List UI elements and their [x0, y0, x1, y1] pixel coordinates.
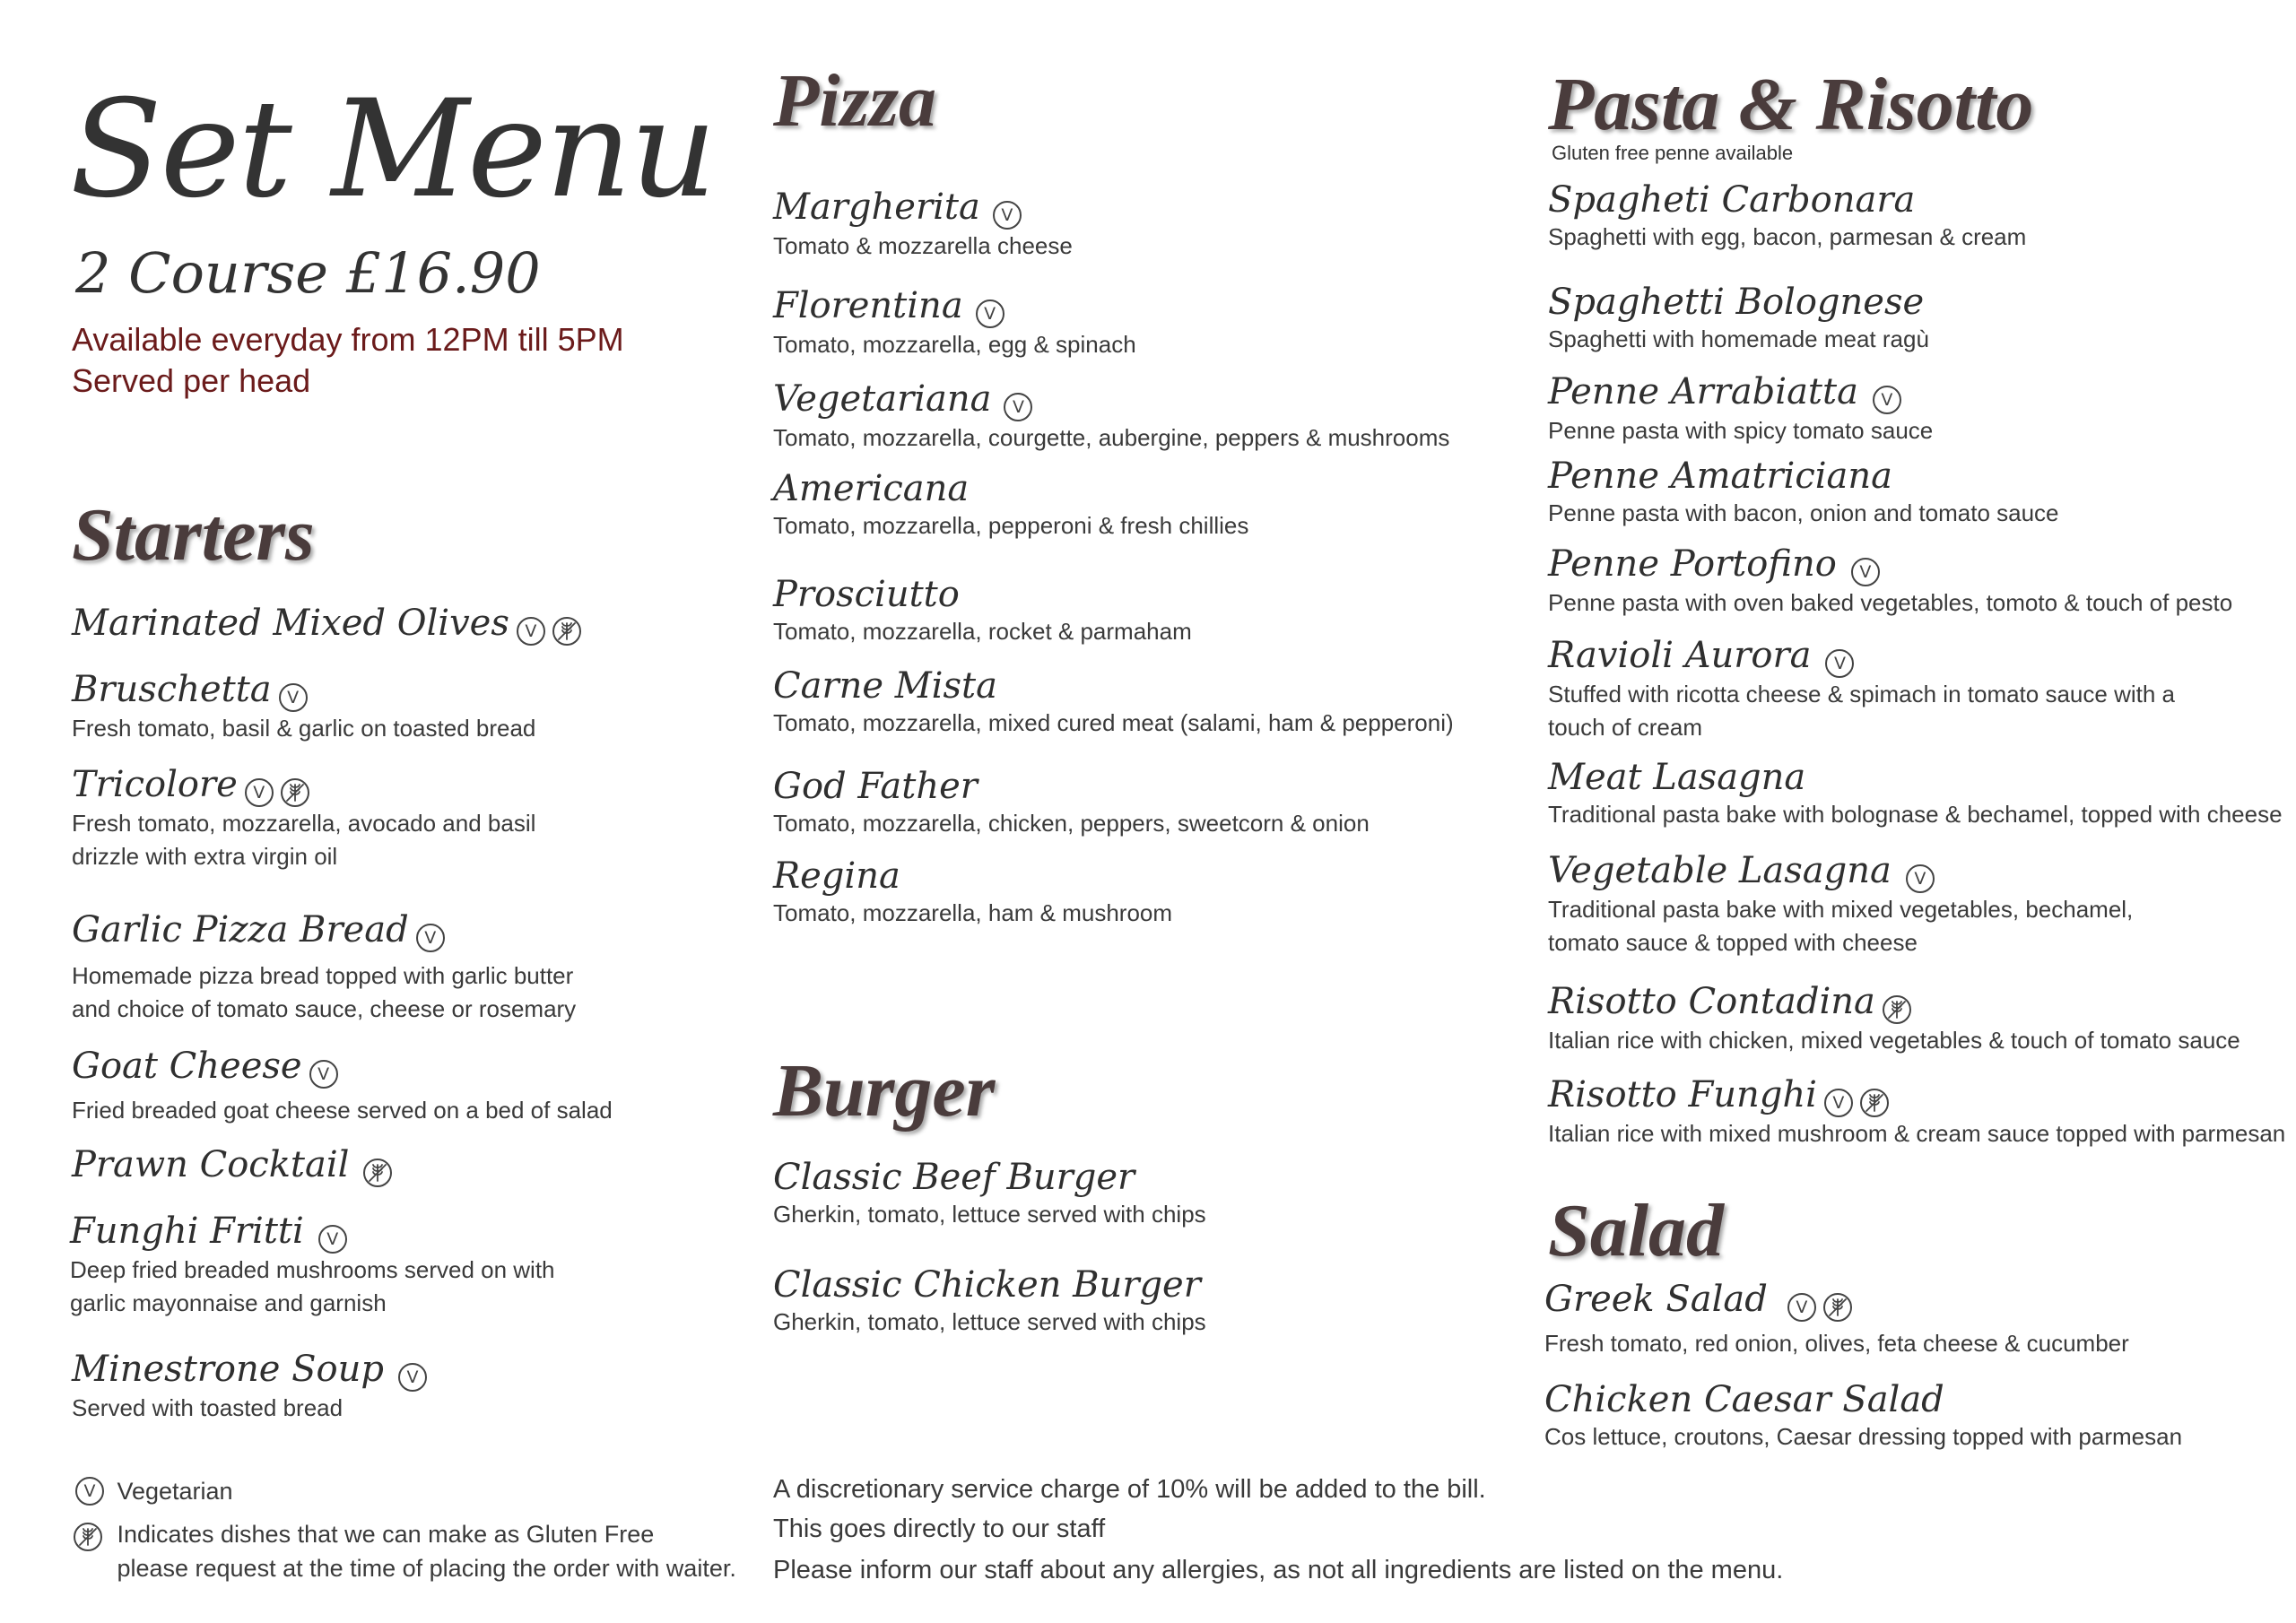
pasta-heading: Pasta & Risotto	[1548, 63, 2034, 146]
item-name: Penne Portofino	[1548, 543, 1837, 585]
menu-item-meat-lasagna	[1548, 757, 2283, 831]
vegetarian-icon: V	[976, 299, 1004, 328]
item-description: Gherkin, tomato, lettuce served with chips	[773, 1201, 1206, 1228]
item-description-line2: garlic mayonnaise and garnish	[70, 1289, 387, 1316]
vegetarian-icon: V	[309, 1060, 338, 1089]
service-charge-note: A discretionary service charge of 10% will be added to the bill.	[773, 1475, 1486, 1504]
vegetarian-icon: V	[279, 683, 308, 712]
vegetarian-icon: V	[75, 1477, 104, 1506]
menu-item-risotto-funghi	[1548, 1074, 2285, 1150]
item-description: Cos lettuce, croutons, Caesar dressing topped with parmesan	[1544, 1423, 2183, 1450]
item-description: Italian rice with chicken, mixed vegetables & touch of tomato sauce	[1548, 1026, 2240, 1054]
item-description: Served with toasted bread	[72, 1393, 344, 1421]
vegetarian-icon: V	[1824, 1089, 1853, 1117]
item-name: Funghi Fritti	[70, 1211, 304, 1252]
item-description: Deep fried breaded mushrooms served on with	[70, 1255, 555, 1283]
item-name: God Father	[773, 766, 978, 807]
service-charge-note-line2: This goes directly to our staff	[773, 1515, 1106, 1543]
menu-item-regina	[773, 855, 1172, 930]
item-name: Bruschetta	[72, 669, 272, 710]
item-description: Italian rice with mixed mushroom & cream sauce topped with parmesan	[1548, 1119, 2286, 1147]
item-description: Penne pasta with bacon, onion and tomato sauce	[1548, 499, 2059, 526]
item-name: Regina	[773, 855, 900, 897]
item-description: Fresh tomato, basil & garlic on toasted bread	[72, 714, 536, 742]
gluten-free-icon	[1860, 1089, 1889, 1117]
menu-item-vegetariana	[773, 378, 1449, 455]
item-name: Risotto Contadina	[1548, 981, 1875, 1022]
availability-text: Available everyday from 12PM till 5PM	[72, 321, 624, 358]
vegetarian-icon: V	[1906, 864, 1935, 893]
menu-item-classic-beef-burger	[773, 1157, 1206, 1231]
item-name: Americana	[773, 468, 970, 509]
gluten-free-icon	[552, 617, 581, 646]
item-description: Fresh tomato, mozzarella, avocado and basil	[72, 809, 536, 837]
menu-item-americana	[773, 468, 1248, 542]
item-name: Greek Salad	[1544, 1279, 1768, 1320]
item-description: Tomato, mozzarella, rocket & parmaham	[773, 618, 1192, 645]
item-description: Tomato, mozzarella, egg & spinach	[773, 330, 1136, 358]
item-name: Tricolore	[72, 764, 238, 805]
item-description: Fresh tomato, red onion, olives, feta cheese & cucumber	[1544, 1329, 2129, 1357]
item-description-line2: drizzle with extra virgin oil	[72, 842, 338, 870]
menu-item-prosciutto	[773, 574, 1192, 648]
menu-item-penne-arrabiatta	[1548, 371, 1933, 447]
item-name: Penne Arrabiatta	[1548, 371, 1858, 412]
item-description: Gherkin, tomato, lettuce served with chips	[773, 1308, 1206, 1335]
vegetarian-icon: V	[993, 201, 1022, 230]
served-text: Served per head	[72, 362, 311, 399]
item-description: Tomato, mozzarella, chicken, peppers, sweetcorn & onion	[773, 810, 1370, 837]
menu-item-ravioli-aurora	[1548, 635, 2175, 744]
item-name: Prawn Cocktail	[72, 1144, 350, 1185]
vegetarian-icon: V	[416, 924, 445, 952]
vegetarian-icon: V	[1873, 386, 1901, 414]
menu-item-chicken-caesar-salad	[1544, 1379, 2182, 1454]
item-name: Meat Lasagna	[1548, 757, 1806, 798]
menu-item-classic-chicken-burger	[773, 1264, 1206, 1339]
item-description: Stuffed with ricotta cheese & spimach in tomato sauce with a	[1548, 680, 2175, 707]
menu-item-prawn-cocktail	[72, 1144, 392, 1187]
item-name: Carne Mista	[773, 665, 997, 707]
menu-item-margherita	[773, 187, 1073, 263]
menu-item-funghi-fritti	[70, 1211, 555, 1320]
item-name: Garlic Pizza Bread	[72, 909, 409, 950]
item-name: Risotto Funghi	[1548, 1074, 1817, 1115]
menu-item-penne-portofino	[1548, 543, 2232, 620]
menu-item-spagheti-carbonara	[1548, 179, 2026, 254]
item-name: Margherita	[773, 187, 980, 228]
item-name: Goat Cheese	[72, 1046, 302, 1087]
item-name: Florentina	[773, 285, 963, 326]
legend-gluten-free-text: Indicates dishes that we can make as Gluten Free	[117, 1521, 655, 1548]
gluten-free-icon	[74, 1523, 102, 1551]
item-description: Tomato, mozzarella, pepperoni & fresh chillies	[773, 512, 1249, 539]
item-name: Vegetable Lasagna	[1548, 850, 1892, 891]
pasta-subheading: Gluten free penne available	[1552, 142, 1794, 164]
item-description: Tomato, mozzarella, courgette, aubergine, peppers & mushrooms	[773, 423, 1450, 451]
legend-vegetarian	[75, 1474, 233, 1508]
menu-item-minestrone-soup	[72, 1349, 427, 1425]
item-description: Tomato, mozzarella, ham & mushroom	[773, 899, 1173, 926]
gluten-free-icon	[363, 1159, 392, 1187]
item-name: Ravioli Aurora	[1548, 635, 1812, 676]
starters-heading: Starters	[72, 493, 315, 577]
gluten-free-icon	[281, 778, 309, 807]
legend-vegetarian-text: Vegetarian	[117, 1478, 233, 1505]
legend-gluten-free-text-line2: please request at the time of placing the order with waiter.	[117, 1555, 736, 1582]
menu-item-risotto-contadina	[1548, 981, 2240, 1057]
salad-heading: Salad	[1548, 1189, 1725, 1272]
menu-item-penne-amatriciana	[1548, 456, 2059, 530]
menu-item-vegetable-lasagna	[1548, 850, 2133, 959]
set-menu-price: 2 Course £16.90	[75, 240, 541, 306]
item-description-line2: and choice of tomato sauce, cheese or rosemary	[72, 994, 577, 1022]
vegetarian-icon: V	[1004, 393, 1032, 421]
item-description: Traditional pasta bake with bolognase & bechamel, topped with cheese	[1548, 801, 2283, 828]
item-name: Chicken Caesar Salad	[1544, 1379, 1944, 1420]
item-name: Prosciutto	[773, 574, 960, 615]
menu-item-marinated-olives	[72, 603, 581, 646]
vegetarian-icon: V	[1851, 558, 1880, 586]
item-description: Penne pasta with oven baked vegetables, tomoto & touch of pesto	[1548, 588, 2233, 616]
item-description: Penne pasta with spicy tomato sauce	[1548, 416, 1934, 444]
menu-item-greek-salad	[1544, 1279, 2129, 1360]
gluten-free-icon	[1883, 995, 1911, 1024]
vegetarian-icon: V	[1787, 1293, 1816, 1322]
item-name: Vegetariana	[773, 378, 992, 420]
item-description: Homemade pizza bread topped with garlic butter	[72, 961, 574, 989]
item-name: Spaghetti Bolognese	[1548, 282, 1925, 323]
set-menu-title: Set Menu	[70, 72, 716, 228]
item-description: Spaghetti with egg, bacon, parmesan & cream	[1548, 223, 2027, 250]
legend-gluten-free	[74, 1517, 736, 1585]
item-name: Classic Chicken Burger	[773, 1264, 1201, 1306]
pizza-heading: Pizza	[773, 59, 937, 143]
item-name: Spagheti Carbonara	[1548, 179, 1916, 221]
menu-item-tricolore	[72, 764, 535, 873]
item-name: Minestrone Soup	[72, 1349, 384, 1390]
menu-item-spaghetti-bolognese	[1548, 282, 1929, 356]
item-description: Fried breaded goat cheese served on a bed of salad	[72, 1096, 613, 1124]
menu-item-goat-cheese	[72, 1046, 613, 1127]
item-description: Tomato, mozzarella, mixed cured meat (salami, ham & pepperoni)	[773, 709, 1454, 736]
item-description: Tomato & mozzarella cheese	[773, 231, 1073, 259]
burger-heading: Burger	[773, 1049, 996, 1133]
vegetarian-icon: V	[1825, 649, 1854, 678]
item-description: Spaghetti with homemade meat ragù	[1548, 325, 1929, 352]
vegetarian-icon: V	[245, 778, 274, 807]
item-name: Penne Amatriciana	[1548, 456, 1893, 497]
menu-item-bruschetta	[72, 669, 535, 745]
allergy-note: Please inform our staff about any allergies, as not all ingredients are listed on the menu.	[773, 1556, 1784, 1584]
vegetarian-icon: V	[398, 1363, 427, 1392]
menu-item-god-father	[773, 766, 1370, 840]
item-description-line2: touch of cream	[1548, 713, 1702, 741]
menu-item-carne-mista	[773, 665, 1454, 740]
item-description: Traditional pasta bake with mixed vegetables, bechamel,	[1548, 895, 2134, 923]
item-description-line2: tomato sauce & topped with cheese	[1548, 928, 1918, 956]
item-name: Classic Beef Burger	[773, 1157, 1135, 1198]
vegetarian-icon: V	[517, 617, 545, 646]
item-name: Marinated Mixed Olives	[72, 603, 509, 644]
vegetarian-icon: V	[318, 1225, 347, 1254]
gluten-free-icon	[1823, 1293, 1852, 1322]
menu-item-garlic-pizza-bread	[72, 909, 576, 1026]
menu-item-florentina	[773, 285, 1136, 361]
